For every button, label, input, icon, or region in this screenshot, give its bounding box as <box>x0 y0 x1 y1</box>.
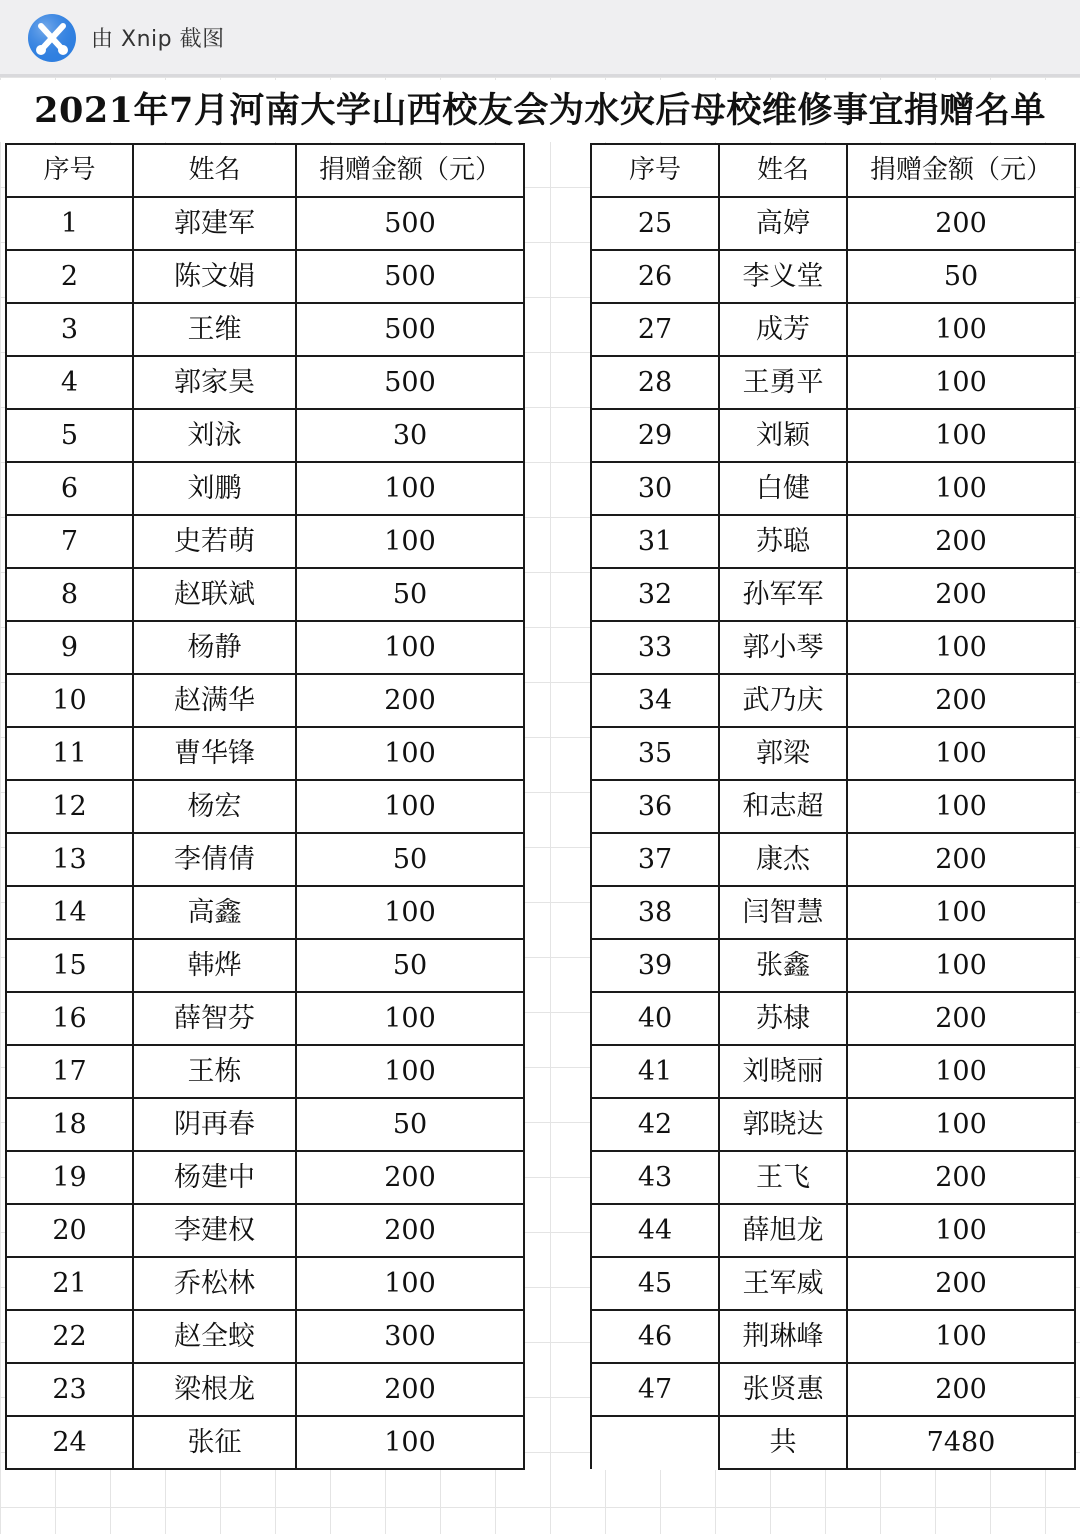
cell-amount: 500 <box>296 303 524 356</box>
cell-amount: 100 <box>847 939 1075 992</box>
xnip-app-icon[interactable] <box>27 13 77 63</box>
cell-name: 刘晓丽 <box>719 1045 847 1098</box>
cell-seq: 12 <box>6 780 133 833</box>
cell-seq: 4 <box>6 356 133 409</box>
cell-seq: 15 <box>6 939 133 992</box>
cell-name: 张贤惠 <box>719 1363 847 1416</box>
total-label: 共 <box>719 1416 847 1469</box>
cell-amount: 100 <box>296 621 524 674</box>
cell-seq: 37 <box>591 833 719 886</box>
cell-amount: 100 <box>296 462 524 515</box>
table-row <box>591 462 1075 515</box>
cell-seq: 20 <box>6 1204 133 1257</box>
table-row <box>6 1098 524 1151</box>
table-row <box>591 250 1075 303</box>
table-row <box>6 727 524 780</box>
table-row <box>591 1310 1075 1363</box>
cell-seq: 35 <box>591 727 719 780</box>
cell-amount: 100 <box>847 462 1075 515</box>
cell-name: 郭梁 <box>719 727 847 780</box>
table-row <box>6 1363 524 1416</box>
cell-name: 张鑫 <box>719 939 847 992</box>
cell-name: 白健 <box>719 462 847 515</box>
cell-seq: 9 <box>6 621 133 674</box>
cell-amount: 100 <box>296 515 524 568</box>
cell-name: 薛旭龙 <box>719 1204 847 1257</box>
table-header-row <box>6 144 524 197</box>
cell-name: 乔松林 <box>133 1257 296 1310</box>
table-row <box>6 409 524 462</box>
cell-name: 杨宏 <box>133 780 296 833</box>
donation-table-left <box>5 143 525 1470</box>
table-row <box>6 1310 524 1363</box>
cell-seq: 40 <box>591 992 719 1045</box>
total-blank-cell <box>591 1416 719 1469</box>
cell-seq: 45 <box>591 1257 719 1310</box>
table-row <box>591 1363 1075 1416</box>
cell-seq: 34 <box>591 674 719 727</box>
cell-name: 高婷 <box>719 197 847 250</box>
cell-amount: 50 <box>296 833 524 886</box>
cell-name: 成芳 <box>719 303 847 356</box>
cell-name: 梁根龙 <box>133 1363 296 1416</box>
cell-amount: 200 <box>847 992 1075 1045</box>
cell-amount: 50 <box>847 250 1075 303</box>
cell-amount: 100 <box>296 780 524 833</box>
cell-seq: 17 <box>6 1045 133 1098</box>
table-row <box>6 939 524 992</box>
cell-amount: 50 <box>296 1098 524 1151</box>
cell-amount: 200 <box>296 1151 524 1204</box>
table-row <box>591 197 1075 250</box>
cell-amount: 200 <box>847 674 1075 727</box>
table-row <box>6 1257 524 1310</box>
screenshot-toolbar <box>0 0 1080 77</box>
table-row <box>591 621 1075 674</box>
cell-seq: 7 <box>6 515 133 568</box>
cell-amount: 200 <box>296 674 524 727</box>
table-row <box>6 674 524 727</box>
table-row <box>591 939 1075 992</box>
table-row <box>6 1151 524 1204</box>
cell-seq: 2 <box>6 250 133 303</box>
cell-seq: 46 <box>591 1310 719 1363</box>
table-row <box>6 780 524 833</box>
cell-amount: 200 <box>847 1363 1075 1416</box>
cell-amount: 100 <box>847 886 1075 939</box>
cell-seq: 36 <box>591 780 719 833</box>
cell-name: 闫智慧 <box>719 886 847 939</box>
cell-amount: 200 <box>847 568 1075 621</box>
cell-amount: 300 <box>296 1310 524 1363</box>
cell-name: 赵联斌 <box>133 568 296 621</box>
cell-name: 刘鹏 <box>133 462 296 515</box>
cell-seq: 10 <box>6 674 133 727</box>
cell-amount: 30 <box>296 409 524 462</box>
cell-name: 阴再春 <box>133 1098 296 1151</box>
cell-name: 孙军军 <box>719 568 847 621</box>
cell-amount: 100 <box>296 992 524 1045</box>
page-title: 2021年7月河南大学山西校友会为水灾后母校维修事宜捐赠名单 <box>0 80 1080 142</box>
cell-amount: 200 <box>847 1151 1075 1204</box>
cell-amount: 200 <box>847 515 1075 568</box>
cell-name: 杨建中 <box>133 1151 296 1204</box>
cell-name: 王飞 <box>719 1151 847 1204</box>
cell-amount: 100 <box>296 886 524 939</box>
table-row <box>6 515 524 568</box>
cell-name: 郭建军 <box>133 197 296 250</box>
table-row <box>6 197 524 250</box>
cell-name: 荆琳峰 <box>719 1310 847 1363</box>
cell-amount: 100 <box>296 1416 524 1469</box>
table-header-row <box>591 144 1075 197</box>
table-row <box>591 780 1075 833</box>
table-row <box>6 992 524 1045</box>
table-row <box>591 886 1075 939</box>
cell-name: 武乃庆 <box>719 674 847 727</box>
cell-name: 史若萌 <box>133 515 296 568</box>
header-seq: 序号 <box>591 144 719 197</box>
table-row <box>6 568 524 621</box>
table-row <box>591 1098 1075 1151</box>
cell-name: 王维 <box>133 303 296 356</box>
cell-seq: 33 <box>591 621 719 674</box>
cell-seq: 3 <box>6 303 133 356</box>
cell-name: 李建权 <box>133 1204 296 1257</box>
cell-seq: 47 <box>591 1363 719 1416</box>
cell-name: 李义堂 <box>719 250 847 303</box>
table-row <box>591 674 1075 727</box>
cell-amount: 500 <box>296 197 524 250</box>
table-row <box>591 303 1075 356</box>
cell-seq: 6 <box>6 462 133 515</box>
table-row <box>591 356 1075 409</box>
cell-seq: 14 <box>6 886 133 939</box>
table-row <box>591 568 1075 621</box>
cell-name: 曹华锋 <box>133 727 296 780</box>
table-row <box>6 1045 524 1098</box>
table-row <box>591 992 1075 1045</box>
cell-seq: 28 <box>591 356 719 409</box>
cell-amount: 100 <box>847 621 1075 674</box>
table-row <box>6 462 524 515</box>
cell-name: 苏聪 <box>719 515 847 568</box>
cell-name: 李倩倩 <box>133 833 296 886</box>
cell-seq: 30 <box>591 462 719 515</box>
cell-seq: 43 <box>591 1151 719 1204</box>
cell-amount: 200 <box>847 1257 1075 1310</box>
cell-name: 王军威 <box>719 1257 847 1310</box>
table-row <box>591 833 1075 886</box>
cell-name: 郭晓达 <box>719 1098 847 1151</box>
cell-amount: 200 <box>296 1363 524 1416</box>
cell-name: 郭家昊 <box>133 356 296 409</box>
cell-seq: 25 <box>591 197 719 250</box>
cell-name: 和志超 <box>719 780 847 833</box>
cell-name: 王勇平 <box>719 356 847 409</box>
cell-name: 杨静 <box>133 621 296 674</box>
header-name: 姓名 <box>133 144 296 197</box>
cell-amount: 50 <box>296 939 524 992</box>
cell-seq: 24 <box>6 1416 133 1469</box>
cell-name: 薛智芬 <box>133 992 296 1045</box>
table-row <box>6 1204 524 1257</box>
cell-amount: 500 <box>296 250 524 303</box>
cell-seq: 41 <box>591 1045 719 1098</box>
table-row <box>6 356 524 409</box>
table-row <box>591 727 1075 780</box>
cell-name: 苏棣 <box>719 992 847 1045</box>
cell-name: 韩烨 <box>133 939 296 992</box>
cell-seq: 27 <box>591 303 719 356</box>
cell-amount: 100 <box>847 1204 1075 1257</box>
cell-amount: 100 <box>847 1098 1075 1151</box>
cell-amount: 200 <box>847 197 1075 250</box>
cell-seq: 29 <box>591 409 719 462</box>
cell-seq: 31 <box>591 515 719 568</box>
cell-seq: 23 <box>6 1363 133 1416</box>
cell-name: 赵全蛟 <box>133 1310 296 1363</box>
cell-amount: 100 <box>847 727 1075 780</box>
total-value: 7480 <box>847 1416 1075 1469</box>
cell-seq: 8 <box>6 568 133 621</box>
table-row <box>6 621 524 674</box>
cell-name: 康杰 <box>719 833 847 886</box>
cell-seq: 1 <box>6 197 133 250</box>
table-row <box>591 1204 1075 1257</box>
cell-name: 王栋 <box>133 1045 296 1098</box>
table-row <box>6 1416 524 1469</box>
cell-seq: 18 <box>6 1098 133 1151</box>
header-name: 姓名 <box>719 144 847 197</box>
cell-seq: 32 <box>591 568 719 621</box>
cell-amount: 100 <box>296 1257 524 1310</box>
header-seq: 序号 <box>6 144 133 197</box>
cell-name: 陈文娟 <box>133 250 296 303</box>
cell-seq: 11 <box>6 727 133 780</box>
total-row <box>591 1416 1075 1469</box>
header-amount: 捐赠金额（元） <box>847 144 1075 197</box>
header-amount: 捐赠金额（元） <box>296 144 524 197</box>
table-row <box>591 409 1075 462</box>
table-row <box>591 1045 1075 1098</box>
cell-amount: 50 <box>296 568 524 621</box>
app-label: 由 Xnip 截图 <box>91 27 225 52</box>
cell-name: 高鑫 <box>133 886 296 939</box>
cell-name: 郭小琴 <box>719 621 847 674</box>
cell-name: 张征 <box>133 1416 296 1469</box>
table-row <box>6 250 524 303</box>
cell-seq: 5 <box>6 409 133 462</box>
table-row <box>6 886 524 939</box>
cell-amount: 100 <box>847 1310 1075 1363</box>
cell-seq: 19 <box>6 1151 133 1204</box>
cell-amount: 200 <box>847 833 1075 886</box>
cell-amount: 100 <box>847 356 1075 409</box>
cell-seq: 39 <box>591 939 719 992</box>
cell-amount: 100 <box>847 780 1075 833</box>
cell-amount: 100 <box>296 1045 524 1098</box>
cell-seq: 21 <box>6 1257 133 1310</box>
cell-amount: 500 <box>296 356 524 409</box>
cell-name: 赵满华 <box>133 674 296 727</box>
table-row <box>591 1257 1075 1310</box>
cell-seq: 13 <box>6 833 133 886</box>
cell-seq: 16 <box>6 992 133 1045</box>
table-row <box>6 833 524 886</box>
cell-amount: 200 <box>296 1204 524 1257</box>
cell-amount: 100 <box>296 727 524 780</box>
cell-seq: 26 <box>591 250 719 303</box>
cell-name: 刘颖 <box>719 409 847 462</box>
cell-amount: 100 <box>847 303 1075 356</box>
cell-seq: 42 <box>591 1098 719 1151</box>
cell-amount: 100 <box>847 409 1075 462</box>
cell-seq: 38 <box>591 886 719 939</box>
cell-seq: 44 <box>591 1204 719 1257</box>
table-row <box>591 1151 1075 1204</box>
donation-table-right <box>590 143 1076 1470</box>
cell-name: 刘泳 <box>133 409 296 462</box>
cell-seq: 22 <box>6 1310 133 1363</box>
cell-amount: 100 <box>847 1045 1075 1098</box>
table-row <box>591 515 1075 568</box>
table-row <box>6 303 524 356</box>
